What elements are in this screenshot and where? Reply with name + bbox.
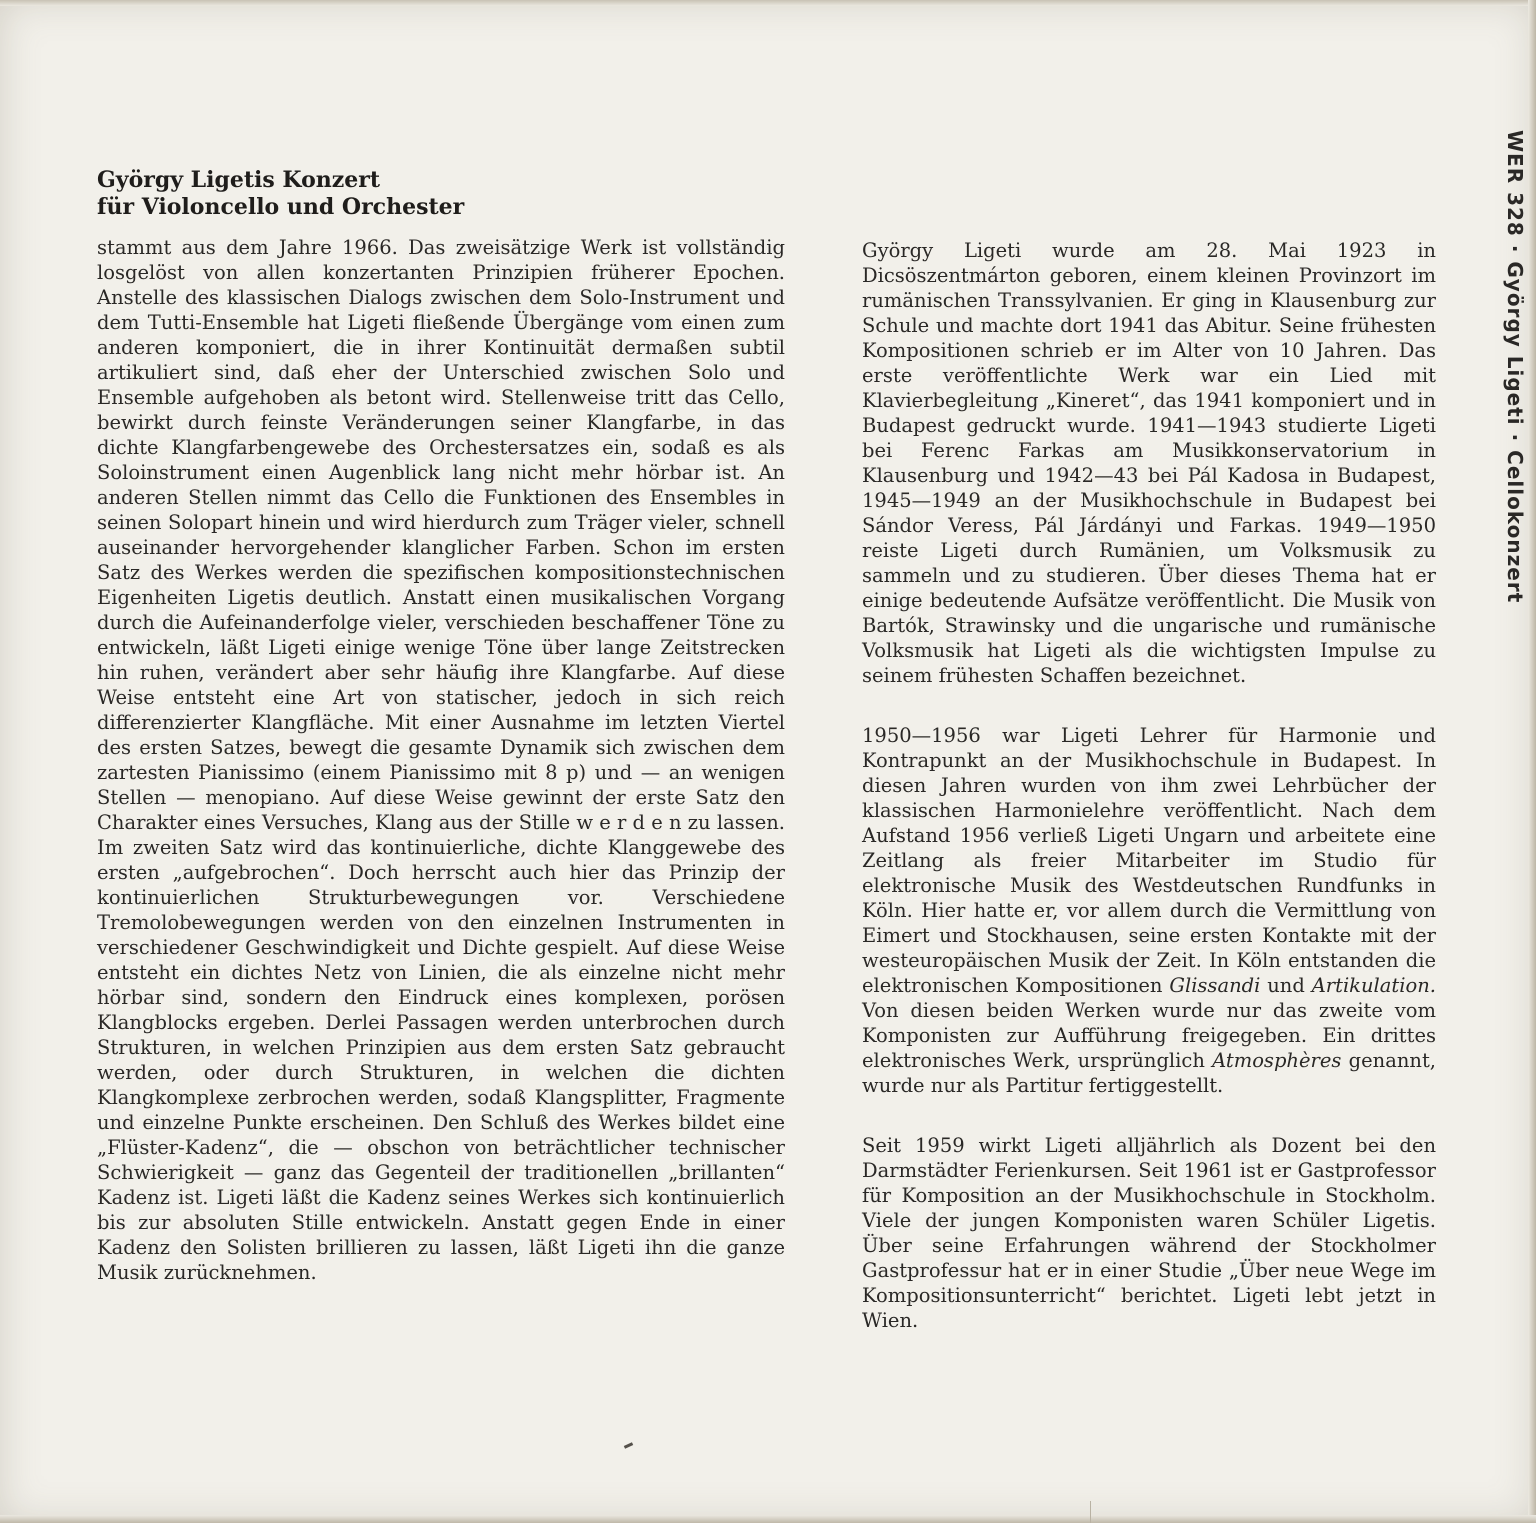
bio-p2-text-c: genannt, wurde nur als Partitur fertiggestellt.: [862, 1049, 1436, 1097]
work-title-atmospheres: Atmosphères: [1212, 1049, 1342, 1072]
spine-catalog-number: WER 328: [1503, 130, 1527, 237]
spine-separator: ·: [1503, 244, 1527, 254]
left-text-column: [97, 167, 785, 1285]
spine-label: [1497, 130, 1531, 1523]
sleeve-top-edge: [0, 0, 1536, 6]
liner-notes-heading: [97, 167, 785, 221]
bio-p2-text-a: 1950—1956 war Ligeti Lehrer für Harmonie und Kontrapunkt an der Musikhochschule in Budapest. In diesen Jahren wurden von ihm zwei Lehrbücher der klassischen Harmonielehre veröffentlicht. Nach dem Aufstand 1956 verließ Ligeti Ungarn und arbeitete eine Zeitlang als freier Mitarbeiter im Studio für elektronische Musik des Westdeutschen Rundfunks in Köln. Hier hatte er, vor allem durch die Vermittlung von Eimert und Stockhausen, seine ersten Kontakte mit der westeuropäischen Musik der Zeit. In Köln entstanden die elektronischen Kompositionen: [862, 724, 1436, 997]
print-mark: [624, 1442, 633, 1449]
work-title-glissandi: Glissandi: [1169, 974, 1261, 997]
biography-paragraph-2: [862, 723, 1436, 1098]
work-title-artikulation: Artikulation.: [1311, 974, 1436, 997]
biography-paragraph-3: Seit 1959 wirkt Ligeti alljährlich als Dozent bei den Darmstädter Ferienkursen. Seit 1961 ist er Gastprofessor für Komposition an der Musikhochschule in Stockholm. Viele der jungen Komponisten waren Schüler Ligetis. Über seine Erfahrungen während der Stockholmer Gastprofessur hat er in einer Studie „Über neue Wege im Kompositionsunterricht“ berichtet. Ligeti lebt jetzt in Wien.: [862, 1134, 1436, 1332]
heading-line-1: György Ligetis Konzert: [97, 167, 380, 193]
heading-line-2: für Violoncello und Orchester: [97, 194, 465, 220]
paragraph-gap: [862, 688, 1436, 723]
paragraph-gap: [862, 1098, 1436, 1133]
bio-p2-text-b: Von diesen beiden Werken wurde nur das zweite vom Komponisten zur Aufführung freigegeben. Ein drittes elektronisches Werk, ursprünglich: [862, 999, 1436, 1072]
spine-title: György Ligeti · Cellokonzert: [1503, 261, 1527, 604]
bio-p2-and: und: [1267, 974, 1305, 997]
spine-text: [1503, 130, 1527, 603]
sleeve-bottom-edge: [0, 1515, 1536, 1523]
right-text-column: [862, 238, 1436, 1333]
sleeve-seam: [1090, 1501, 1091, 1523]
concerto-description-paragraph: stammt aus dem Jahre 1966. Das zweisätzige Werk ist vollständig losgelöst von allen konzertanten Prinzipien früherer Epochen. Anstelle des klassischen Dialogs zwischen dem Solo-Instrument und dem Tutti-Ensemble hat Ligeti fließende Übergänge vom einen zum anderen komponiert, die in ihrer Kontinuität dermaßen subtil artikuliert sind, daß eher der Unterschied zwischen Solo und Ensemble aufgehoben als betont wird. Stellenweise tritt das Cello, bewirkt durch feinste Veränderungen seiner Klangfarbe, in das dichte Klangfarbengewebe des Orchestersatzes ein, sodaß es als Soloinstrument einen Augenblick lang nicht mehr hörbar ist. An anderen Stellen nimmt das Cello die Funktionen des Ensembles in seinen Solopart hinein und wird hierdurch zum Träger vieler, schnell auseinander hervorgehender klanglicher Farben. Schon im ersten Satz des Werkes werden die spezifischen kompositionstechnischen Eigenheiten Ligetis deutlich. Anstatt einen musikalischen Vorgang durch die Aufeinanderfolge vieler, verschieden beschaffener Töne zu entwickeln, läßt Ligeti einige wenige Töne über lange Zeitstrecken hin ruhen, verändert aber sehr häufig ihre Klangfarbe. Auf diese Weise entsteht eine Art von statischer, jedoch in sich reich differenzierter Klangfläche. Mit einer Ausnahme im letzten Viertel des ersten Satzes, bewegt die gesamte Dynamik sich zwischen dem zartesten Pianissimo (einem Pianissimo mit 8 p) und — an wenigen Stellen — menopiano. Auf diese Weise gewinnt der erste Satz den Charakter eines Versuches, Klang aus der Stille w e r d e n zu lassen. Im zweiten Satz wird das kontinuierliche, dichte Klanggewebe des ersten „aufgebrochen“. Doch herrscht auch hier das Prinzip der kontinuierlichen Strukturbewegungen vor. Verschiedene Tremolobewegungen werden von den einzelnen Instrumenten in verschiedener Geschwindigkeit und Dichte gespielt. Auf diese Weise entsteht ein dichtes Netz von Linien, die als einzelne nicht mehr hörbar sind, sondern den Eindruck eines komplexen, porösen Klangblocks ergeben. Derlei Passagen werden unterbrochen durch Strukturen, in welchen Prinzipien aus dem ersten Satz gebraucht werden, oder durch Strukturen, in welchen die dichten Klangkomplexe zerbrochen werden, sodaß Klangsplitter, Fragmente und einzelne Punkte erscheinen. Den Schluß des Werkes bildet eine „Flüster-Kadenz“, die — obschon von beträchtlicher technischer Schwierigkeit — ganz das Gegenteil der traditionellen „brillanten“ Kadenz ist. Ligeti läßt die Kadenz seines Werkes sich kontinuierlich bis zur absoluten Stille entwickeln. Anstatt gegen Ende in einer Kadenz den Solisten brillieren zu lassen, läßt Ligeti ihn die ganze Musik zurücknehmen.: [97, 236, 785, 1284]
biography-paragraph-1: György Ligeti wurde am 28. Mai 1923 in Dicsöszentmárton geboren, einem kleinen Provinzort im rumänischen Transsylvanien. Er ging in Klausenburg zur Schule und machte dort 1941 das Abitur. Seine frühesten Kompositionen schrieb er im Alter von 10 Jahren. Das erste veröffentlichte Werk war ein Lied mit Klavierbegleitung „Kineret“, das 1941 komponiert und in Budapest gedruckt wurde. 1941—1943 studierte Ligeti bei Ferenc Farkas am Musikkonservatorium in Klausenburg und 1942—43 bei Pál Kadosa in Budapest, 1945—1949 an der Musikhochschule in Budapest bei Sándor Veress, Pál Járdányi und Farkas. 1949—1950 reiste Ligeti durch Rumänien, um Volksmusik zu sammeln und zu studieren. Über dieses Thema hat er einige bedeutende Aufsätze veröffentlicht. Die Musik von Bartók, Strawinsky und die ungarische und rumänische Volksmusik hat Ligeti als die wichtigsten Impulse zu seinem frühesten Schaffen bezeichnet.: [862, 239, 1436, 687]
